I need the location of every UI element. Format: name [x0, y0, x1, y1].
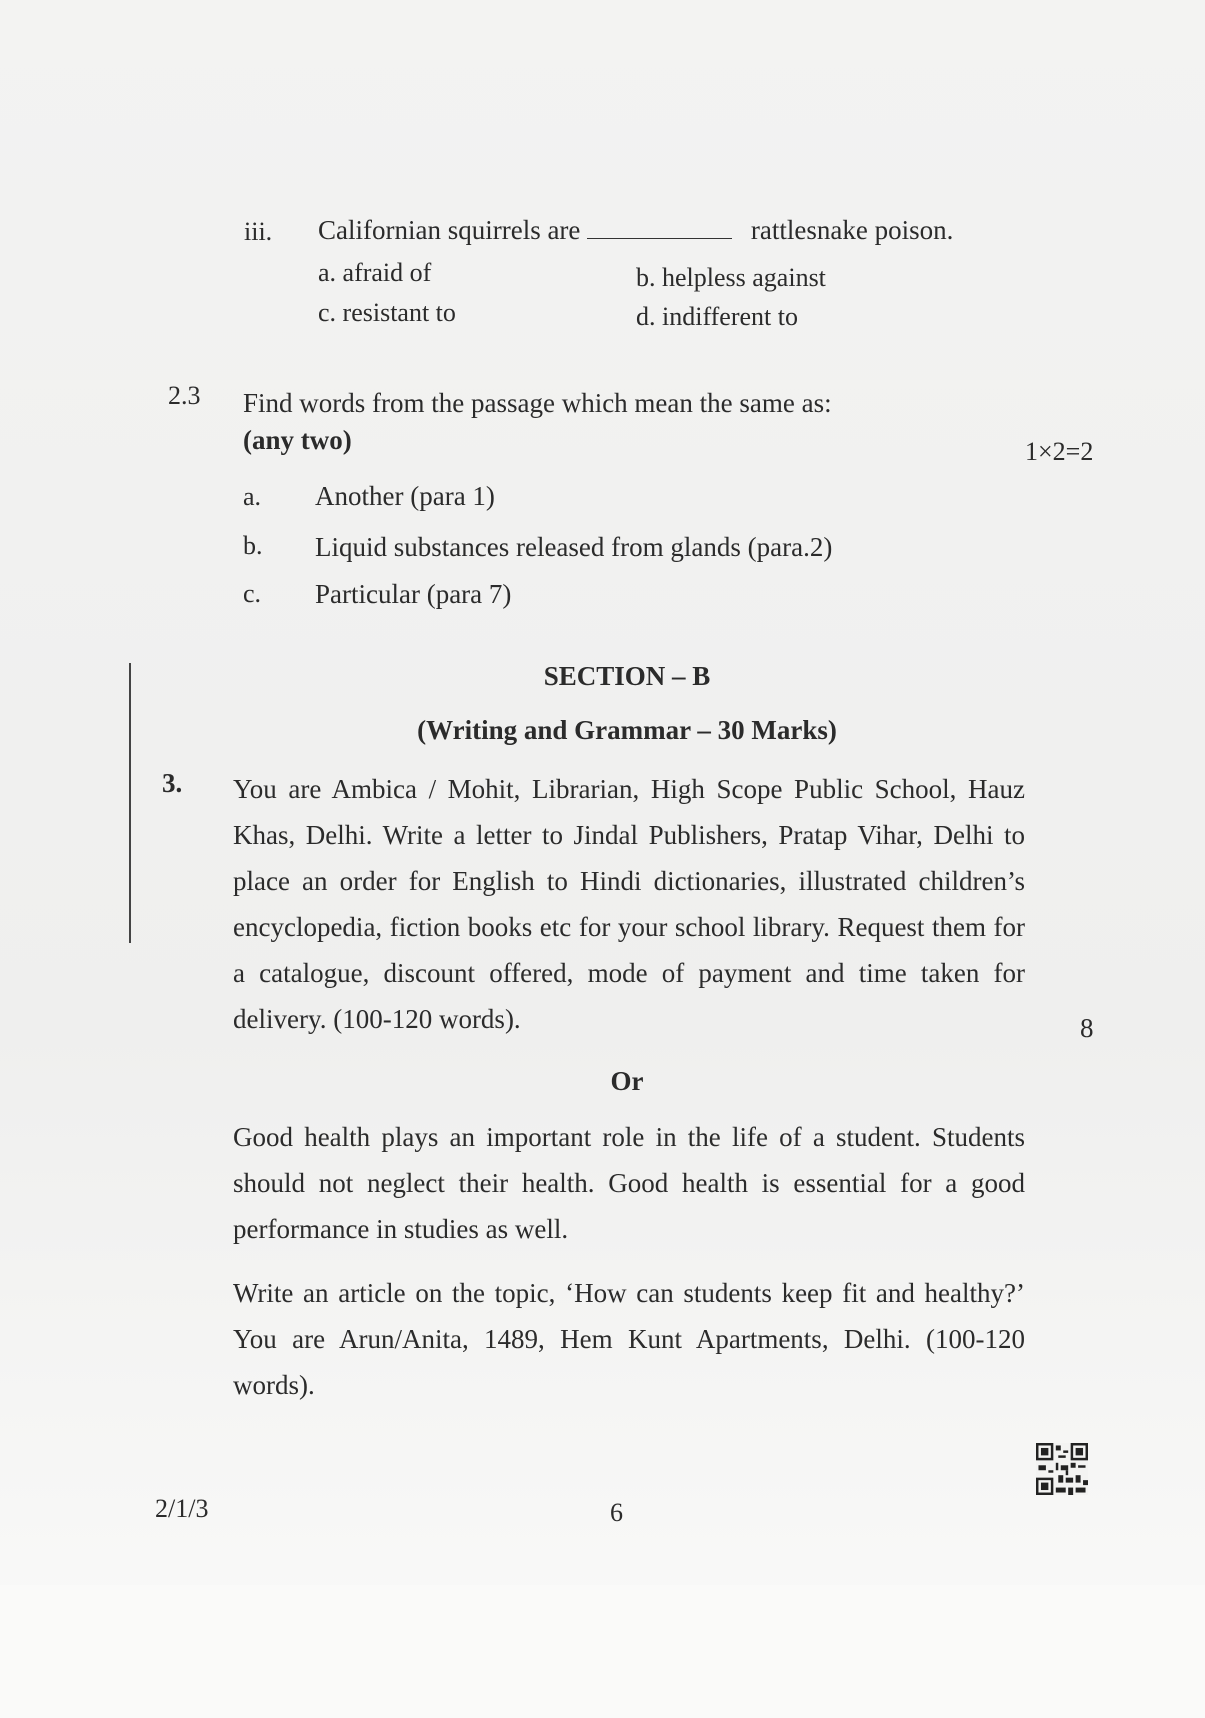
option-d: d. indifferent to	[636, 302, 798, 331]
q2-3-item-c-label: c.	[243, 579, 262, 608]
section-title: SECTION – B	[543, 661, 711, 691]
q3-marks: 8	[1080, 1013, 1094, 1043]
item-iii-label: iii.	[244, 217, 273, 246]
q2-3-item-b-label: b.	[243, 531, 263, 560]
item-iii-stem	[318, 214, 953, 246]
q2-3-question: Find words from the passage which mean the same as:	[243, 388, 832, 418]
option-b: b. helpless against	[636, 263, 826, 292]
q3-number: 3.	[162, 768, 183, 798]
q3-text: You are Ambica / Mohit, Librarian, High Scope Public School, Hauz Khas, Delhi. Write a letter to Jindal Publishers, Pratap Vihar, Delhi to place an order for English to Hindi dictionaries, illustrated children’s encyclopedia, fiction books etc for your school library. Request them for a catalogue, discount offered, mode of payment and time taken for delivery. (100-120 words).	[233, 774, 1025, 1034]
section-subtitle: (Writing and Grammar – 30 Marks)	[417, 715, 837, 745]
qr-code-icon	[1036, 1443, 1088, 1495]
q3-alt-para-1: Good health plays an important role in the life of a student. Students should not neglect their health. Good health is essential for a good performance in studies as well.	[233, 1122, 1025, 1244]
q3-alt-para-2: Write an article on the topic, ‘How can students keep fit and healthy?’ You are Arun/Anita, 1489, Hem Kunt Apartments, Delhi. (100-120 words).	[233, 1278, 1025, 1400]
q2-3-note: (any two)	[243, 425, 352, 455]
q2-3-marks: 1×2=2	[1025, 437, 1094, 466]
q2-3-item-c-text: Particular (para 7)	[315, 579, 512, 609]
scanner-margin	[0, 1585, 1205, 1718]
q2-3-item-a-text: Another (para 1)	[315, 481, 495, 511]
option-c: c. resistant to	[318, 298, 456, 327]
item-iii-stem-before: Californian squirrels are	[318, 215, 581, 245]
option-a: a. afraid of	[318, 258, 432, 287]
answer-blank	[587, 237, 732, 239]
or-separator: Or	[610, 1066, 644, 1096]
q2-3-item-a-label: a.	[243, 482, 262, 511]
margin-line	[129, 663, 131, 943]
q2-3-number: 2.3	[168, 381, 201, 410]
page-number: 6	[610, 1498, 623, 1527]
paper-code: 2/1/3	[155, 1494, 209, 1523]
q2-3-item-b-text: Liquid substances released from glands (para.2)	[315, 532, 833, 562]
item-iii-stem-after: rattlesnake poison.	[750, 215, 954, 245]
